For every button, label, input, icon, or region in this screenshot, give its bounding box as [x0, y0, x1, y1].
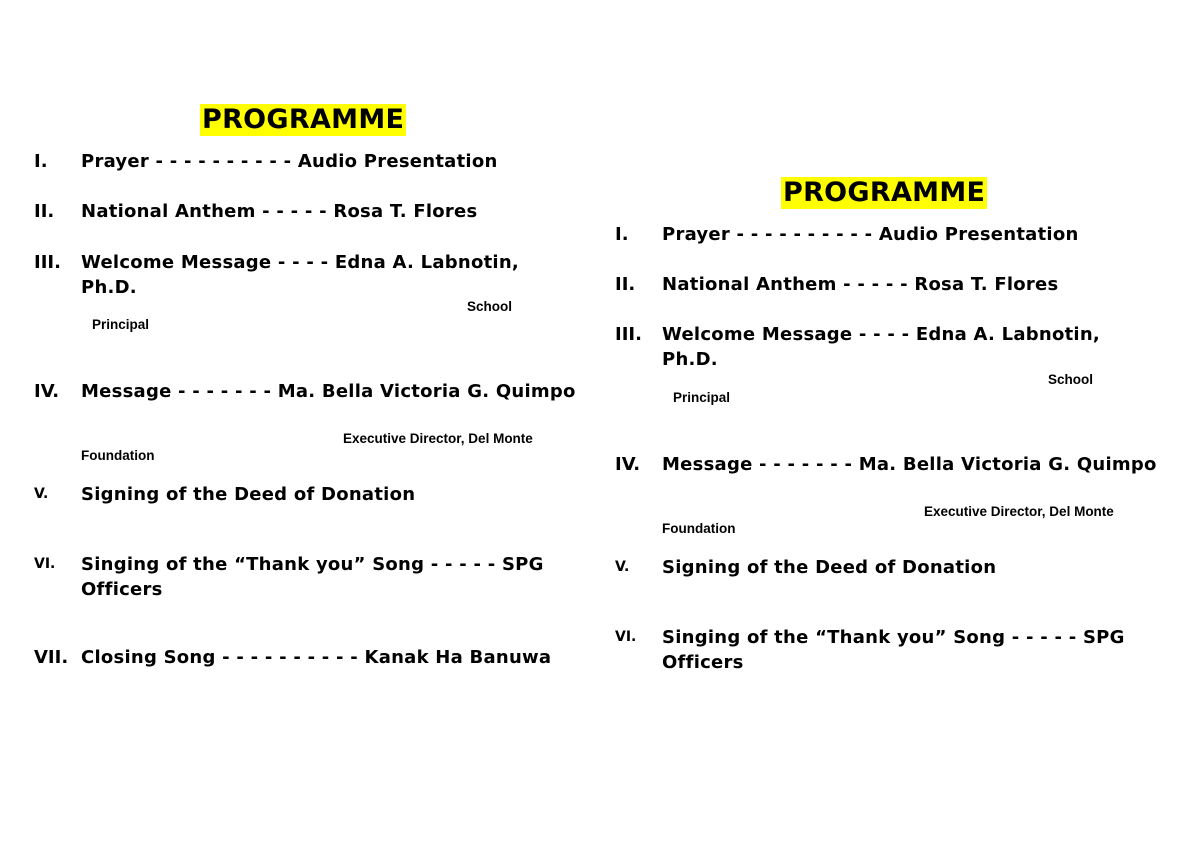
speaker-role: School	[1048, 372, 1094, 387]
programme-title: PROGRAMME	[202, 104, 405, 135]
item-number: III.	[34, 252, 61, 273]
item-text: Message - - - - - - - Ma. Bella Victoria G. Quimpo	[662, 454, 1157, 475]
item-text: Message - - - - - - - Ma. Bella Victoria G. Quimpo	[81, 381, 576, 402]
item-text: Singing of the “Thank you” Song - - - - - SPG Officers	[81, 554, 544, 600]
item-text: Signing of the Deed of Donation	[662, 557, 997, 578]
item-text: Welcome Message - - - - Edna A. Labnotin, Ph.D.	[662, 324, 1100, 370]
item-text: Closing Song - - - - - - - - - - Kanak Ha Banuwa	[81, 647, 552, 668]
item-text: Prayer - - - - - - - - - - Audio Presentation	[662, 224, 1079, 245]
speaker-role-cont: Foundation	[662, 521, 736, 536]
item-number: IV.	[615, 454, 641, 475]
item-text: Welcome Message - - - - Edna A. Labnotin, Ph.D.	[81, 252, 519, 298]
item-number: I.	[615, 224, 629, 245]
item-number: V.	[34, 486, 49, 502]
speaker-role-cont: Principal	[673, 390, 731, 405]
item-number: V.	[615, 559, 630, 575]
item-text: Singing of the “Thank you” Song - - - - - SPG Officers	[662, 627, 1125, 673]
item-number: VI.	[34, 556, 56, 572]
speaker-role-cont: Foundation	[81, 448, 155, 463]
speaker-role: Executive Director, Del Monte	[924, 504, 1114, 519]
item-number: VI.	[615, 629, 637, 645]
speaker-role-cont: Principal	[92, 317, 150, 332]
item-number: VII.	[34, 647, 69, 668]
item-text: National Anthem - - - - - Rosa T. Flores	[662, 274, 1059, 295]
item-number: III.	[615, 324, 642, 345]
programme-panel-left	[0, 0, 580, 849]
programme-panel-right	[581, 0, 1161, 849]
item-text: Signing of the Deed of Donation	[81, 484, 416, 505]
programme-title: PROGRAMME	[783, 177, 986, 208]
item-number: II.	[34, 201, 55, 222]
item-number: IV.	[34, 381, 60, 402]
item-text: Prayer - - - - - - - - - - Audio Presentation	[81, 151, 498, 172]
item-number: II.	[615, 274, 636, 295]
item-text: National Anthem - - - - - Rosa T. Flores	[81, 201, 478, 222]
speaker-role: Executive Director, Del Monte	[343, 431, 533, 446]
speaker-role: School	[467, 299, 513, 314]
item-number: I.	[34, 151, 48, 172]
